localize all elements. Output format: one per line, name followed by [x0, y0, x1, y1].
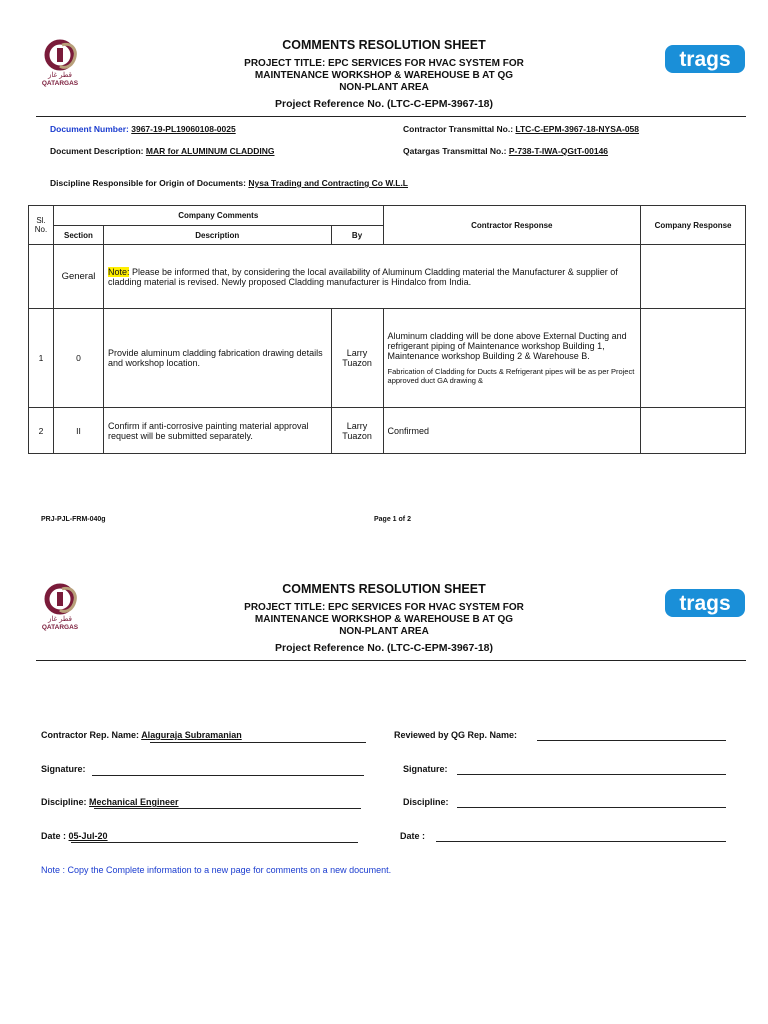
reviewed-row	[394, 730, 517, 740]
table-row	[29, 309, 746, 408]
header-divider	[36, 116, 746, 117]
discipline-label: Discipline:	[41, 797, 87, 807]
date-value: 05-Jul-20	[68, 831, 108, 841]
signature-label-right: Signature:	[403, 764, 448, 774]
cell-contractor-response: Confirmed	[383, 408, 641, 454]
qatargas-logo-text: QATARGAS	[41, 80, 79, 87]
contractor-transmittal-label: Contractor Transmittal No.:	[403, 124, 514, 134]
trags-logo-text: trags	[679, 48, 731, 71]
form-code: PRJ-PJL-FRM-040g	[41, 516, 106, 523]
header-by: By	[331, 226, 383, 245]
project-title-line3: NON-PLANT AREA	[339, 626, 429, 637]
page-number: Page 1 of 2	[374, 516, 411, 523]
project-title-line2: MAINTENANCE WORKSHOP & WAREHOUSE B AT QG	[254, 70, 514, 81]
cell-by: Larry Tuazon	[331, 408, 383, 454]
cell-company-response	[641, 408, 746, 454]
contractor-transmittal-value: LTC-C-EPM-3967-18-NYSA-058	[515, 124, 640, 134]
reviewed-label: Reviewed by QG Rep. Name:	[394, 730, 518, 740]
page-title: COMMENTS RESOLUTION SHEET	[282, 582, 486, 596]
trags-logo-text: trags	[679, 592, 731, 615]
cell-description: Confirm if anti-corrosive painting material approval request will be submitted separately.	[103, 408, 331, 454]
discipline-line	[94, 808, 361, 809]
signature-line-right[interactable]	[457, 774, 726, 775]
doc-description-row	[50, 146, 274, 156]
doc-description-label: Document Description:	[50, 146, 144, 156]
date-row-right	[400, 831, 425, 841]
signature-row-right	[403, 764, 448, 774]
qatargas-logo-text: QATARGAS	[41, 624, 79, 631]
contractor-rep-row	[41, 730, 242, 740]
cell-section: 0	[53, 309, 103, 408]
header-description: Description	[103, 226, 331, 245]
note-text: Please be informed that, by considering the local availability of Aluminum Cladding material the Manufacturer & supplier of cladding material is revised. Newly proposed Cladding manufacturer is Hindalco from India.	[107, 266, 618, 287]
qatargas-logo-arabic: قطر غاز	[47, 616, 73, 623]
date-line	[71, 842, 358, 843]
note-highlight: Note:	[107, 266, 130, 277]
signature-label: Signature:	[41, 764, 86, 774]
table-row	[29, 408, 746, 454]
comments-table	[28, 205, 746, 454]
header-divider	[36, 660, 746, 661]
doc-number-row	[50, 124, 236, 134]
discipline-row	[50, 178, 408, 188]
copy-note: Note : Copy the Complete information to a new page for comments on a new document.	[41, 865, 392, 875]
header-contractor-response: Contractor Response	[383, 206, 641, 245]
cell-sl: 1	[29, 309, 54, 408]
cell-description: Provide aluminum cladding fabrication drawing details and workshop location.	[103, 309, 331, 408]
cell-company-response	[641, 309, 746, 408]
header-company-comments: Company Comments	[53, 206, 383, 226]
discipline-row	[41, 797, 179, 807]
contractor-rep-line	[150, 742, 366, 743]
discipline-value: Mechanical Engineer	[89, 797, 179, 807]
table-row-general	[29, 245, 746, 309]
reviewed-line[interactable]	[537, 740, 726, 741]
response-text-2: Fabrication of Cladding for Ducts & Refrigerant pipes will be as per Project approved duct GA drawing &	[387, 367, 635, 385]
doc-number-value: 3967-19-PL19060108-0025	[131, 124, 236, 134]
doc-description-value: MAR for ALUMINUM CLADDING	[145, 146, 275, 156]
discipline-row-right	[403, 797, 449, 807]
project-reference: Project Reference No. (LTC-C-EPM-3967-18)	[274, 642, 494, 654]
qatargas-logo-arabic: قطر غاز	[47, 72, 73, 79]
cell-general-note	[103, 245, 640, 309]
discipline-label: Discipline Responsible for Origin of Documents:	[50, 178, 246, 188]
discipline-label-right: Discipline:	[403, 797, 449, 807]
contractor-rep-label: Contractor Rep. Name:	[41, 730, 140, 740]
header-section: Section	[53, 226, 103, 245]
discipline-line-right[interactable]	[457, 807, 726, 808]
cell-contractor-response	[383, 309, 641, 408]
cell-sl: 2	[29, 408, 54, 454]
date-line-right[interactable]	[436, 841, 726, 842]
contractor-transmittal-row	[403, 124, 639, 134]
doc-number-label: Document Number:	[50, 124, 129, 134]
discipline-value: Nysa Trading and Contracting Co W.L.L	[248, 178, 408, 188]
project-reference: Project Reference No. (LTC-C-EPM-3967-18)	[274, 98, 494, 110]
date-row	[41, 831, 108, 841]
qg-transmittal-value: P-738-T-IWA-QGtT-00146	[508, 146, 609, 156]
contractor-rep-value: Alaguraja Subramanian	[141, 730, 242, 740]
header-sl-no: Sl. No.	[29, 206, 54, 245]
qg-transmittal-label: Qatargas Transmittal No.:	[403, 146, 507, 156]
date-label-right: Date :	[400, 831, 426, 841]
date-label: Date :	[41, 831, 67, 841]
cell-by: Larry Tuazon	[331, 309, 383, 408]
project-title-line2: MAINTENANCE WORKSHOP & WAREHOUSE B AT QG	[254, 614, 514, 625]
cell-section: General	[53, 245, 103, 309]
cell-sl	[29, 245, 54, 309]
signature-row	[41, 764, 86, 774]
response-text: Aluminum cladding will be done above External Ducting and refrigerant piping of Maintenance workshop Building 1, Maintenance workshop Building 2 & Warehouse B.	[387, 331, 627, 361]
cell-section: II	[53, 408, 103, 454]
project-title-line1: PROJECT TITLE: EPC SERVICES FOR HVAC SYSTEM FOR	[244, 58, 524, 69]
header-company-response: Company Response	[641, 206, 746, 245]
cell-company-response	[641, 245, 746, 309]
project-title-line1: PROJECT TITLE: EPC SERVICES FOR HVAC SYSTEM FOR	[244, 602, 524, 613]
page-title: COMMENTS RESOLUTION SHEET	[282, 38, 486, 52]
project-title-line3: NON-PLANT AREA	[339, 82, 429, 93]
signature-line[interactable]	[92, 775, 364, 776]
qg-transmittal-row	[403, 146, 608, 156]
